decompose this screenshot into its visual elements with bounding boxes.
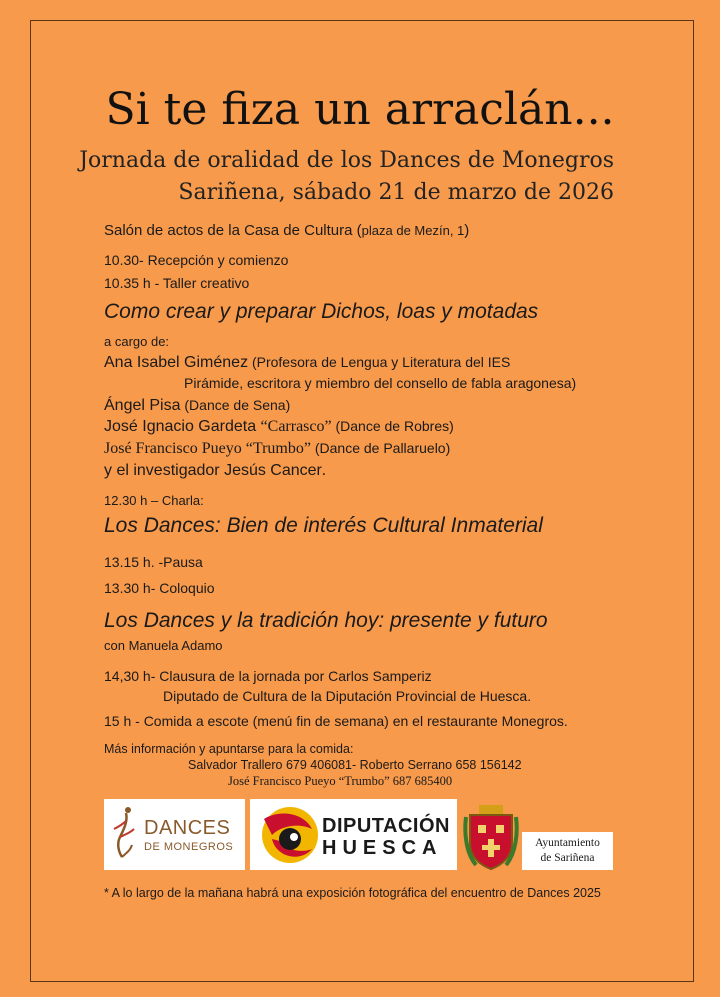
speaker-name: José Francisco Pueyo “Trumbo” <box>104 440 311 457</box>
ayuntamiento-line2: de Sariñena <box>540 852 595 864</box>
researcher-period: . <box>321 462 326 479</box>
ayuntamiento-line1: Ayuntamiento <box>535 837 600 849</box>
venue-address: plaza de Mezín, 1 <box>361 223 465 238</box>
dances-logo-line1: DANCES <box>144 817 231 839</box>
schedule-talk: 12.30 h – Charla: <box>104 493 204 508</box>
event-title: Si te fiza un arraclán... <box>105 84 615 135</box>
diputacion-logo-line1: DIPUTACIÓN <box>322 815 450 837</box>
ayuntamiento-sarinena-label <box>522 832 613 870</box>
venue-main: Salón de actos de la Casa de Cultura ( <box>104 222 362 239</box>
speaker-name: José Ignacio Gardeta <box>104 418 261 435</box>
coat-of-arms-icon <box>462 803 520 871</box>
contact-line-2: José Francisco Pueyo “Trumbo” 687 685400 <box>228 774 453 788</box>
venue-close: ) <box>464 222 470 239</box>
contact-intro: Más información y apuntarse para la comida: <box>104 742 354 756</box>
speaker-3 <box>104 418 454 436</box>
speaker-detail: (Dance de Robres) <box>331 418 454 434</box>
speaker-4 <box>104 440 450 458</box>
colloquium-with: con Manuela Adamo <box>104 638 223 653</box>
colloquium-title: Los Dances y la tradición hoy: presente y futuro <box>104 609 548 632</box>
schedule-workshop: 10.35 h - Taller creativo <box>104 275 250 291</box>
venue <box>104 222 469 239</box>
diputacion-emblem-icon <box>250 799 320 870</box>
speaker-detail: (Dance de Sena) <box>180 397 291 413</box>
schedule-colloquium: 13.30 h- Coloquio <box>104 580 215 596</box>
talk-title: Los Dances: Bien de interés Cultural Inmaterial <box>104 514 543 537</box>
event-subtitle: Jornada de oralidad de los Dances de Monegros <box>79 148 614 173</box>
speaker-detail: (Profesora de Lengua y Literatura del IES <box>248 354 511 370</box>
dances-monegros-logo <box>104 799 245 870</box>
speaker-name: Ángel Pisa <box>104 397 181 414</box>
diputacion-logo-line2: HUESCA <box>322 837 443 859</box>
schedule-lunch: 15 h - Comida a escote (menú fin de semana) en el restaurante Monegros. <box>104 713 568 729</box>
schedule-closing-role: Diputado de Cultura de la Diputación Provincial de Huesca. <box>163 688 532 704</box>
event-place-date: Sariñena, sábado 21 de marzo de 2026 <box>178 180 614 205</box>
workshop-title: Como crear y preparar Dichos, loas y motadas <box>104 300 539 323</box>
speaker-detail: (Dance de Pallaruelo) <box>310 440 451 456</box>
schedule-closing: 14,30 h- Clausura de la jornada por Carlos Samperiz <box>104 668 432 684</box>
speaker-1-continued: Pirámide, escritora y miembro del consello de fabla aragonesa) <box>184 375 577 391</box>
footnote: * A lo largo de la mañana habrá una exposición fotográfica del encuentro de Dances 2025 <box>104 886 601 900</box>
speaker-nickname: “Carrasco” <box>260 418 332 435</box>
sarinena-coat-of-arms <box>462 803 520 871</box>
researcher-text: y el investigador Jesús Cancer <box>104 462 322 479</box>
diputacion-huesca-logo <box>250 799 457 870</box>
speaker-1 <box>104 354 510 372</box>
schedule-reception: 10.30- Recepción y comienzo <box>104 252 289 268</box>
contact-line-1: Salvador Trallero 679 406081- Roberto Serrano 658 156142 <box>188 758 522 772</box>
speaker-name: Ana Isabel Giménez <box>104 354 249 371</box>
speaker-2 <box>104 397 290 415</box>
schedule-pause: 13.15 h. -Pausa <box>104 554 203 570</box>
dances-logo-line2: DE MONEGROS <box>144 841 234 853</box>
workshop-by: a cargo de: <box>104 334 170 349</box>
researcher <box>104 462 326 480</box>
